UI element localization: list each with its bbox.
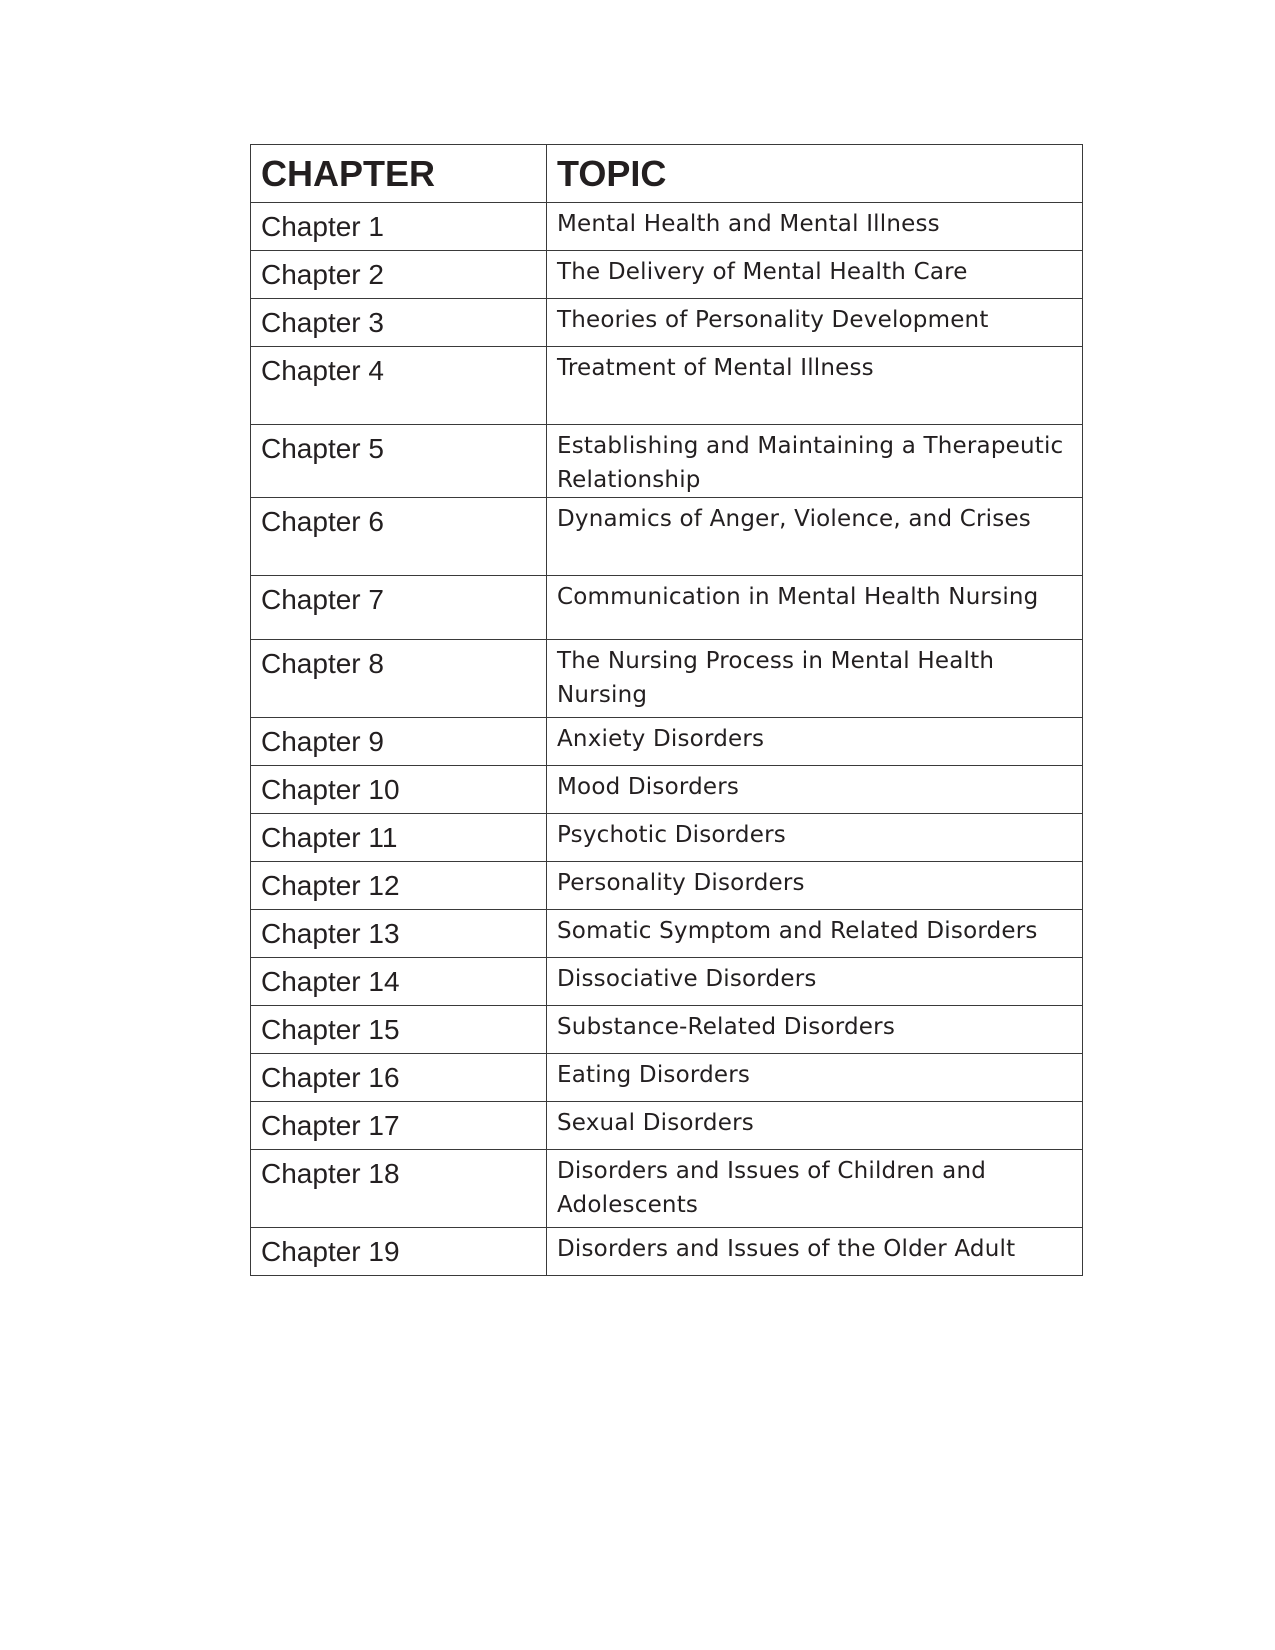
chapter-cell: Chapter 11	[251, 814, 547, 862]
table-row	[251, 1228, 1083, 1276]
chapter-cell: Chapter 7	[251, 576, 547, 640]
topic-cell: Dynamics of Anger, Violence, and Crises	[547, 498, 1083, 576]
topic-cell: Substance-Related Disorders	[547, 1006, 1083, 1054]
topic-cell: Communication in Mental Health Nursing	[547, 576, 1083, 640]
chapter-cell: Chapter 2	[251, 251, 547, 299]
chapter-cell: Chapter 12	[251, 862, 547, 910]
chapter-cell: Chapter 13	[251, 910, 547, 958]
chapter-column-header: CHAPTER	[251, 145, 547, 203]
chapter-cell: Chapter 8	[251, 640, 547, 718]
table-row	[251, 766, 1083, 814]
chapter-cell: Chapter 18	[251, 1150, 547, 1228]
topic-cell: Eating Disorders	[547, 1054, 1083, 1102]
chapter-cell: Chapter 15	[251, 1006, 547, 1054]
chapter-cell: Chapter 19	[251, 1228, 547, 1276]
table-row	[251, 958, 1083, 1006]
table-row	[251, 203, 1083, 251]
topic-cell: Dissociative Disorders	[547, 958, 1083, 1006]
topic-cell: Disorders and Issues of the Older Adult	[547, 1228, 1083, 1276]
table-row	[251, 910, 1083, 958]
topic-cell: Psychotic Disorders	[547, 814, 1083, 862]
chapter-cell: Chapter 14	[251, 958, 547, 1006]
table-row	[251, 862, 1083, 910]
topic-cell: Anxiety Disorders	[547, 718, 1083, 766]
chapter-cell: Chapter 1	[251, 203, 547, 251]
chapter-cell: Chapter 10	[251, 766, 547, 814]
topic-cell: Establishing and Maintaining a Therapeutic Relationship	[547, 425, 1083, 498]
chapter-cell: Chapter 9	[251, 718, 547, 766]
table-row	[251, 347, 1083, 425]
table-row	[251, 498, 1083, 576]
topic-column-header: TOPIC	[547, 145, 1083, 203]
table-row	[251, 1102, 1083, 1150]
table-row	[251, 640, 1083, 718]
chapter-cell: Chapter 16	[251, 1054, 547, 1102]
topic-cell: Somatic Symptom and Related Disorders	[547, 910, 1083, 958]
topic-cell: Theories of Personality Development	[547, 299, 1083, 347]
table-header-row	[251, 145, 1083, 203]
table-row	[251, 576, 1083, 640]
table-row	[251, 425, 1083, 498]
table-row	[251, 814, 1083, 862]
chapter-cell: Chapter 3	[251, 299, 547, 347]
table-row	[251, 1054, 1083, 1102]
chapter-cell: Chapter 6	[251, 498, 547, 576]
table-row	[251, 1150, 1083, 1228]
table-row	[251, 718, 1083, 766]
topic-cell: The Nursing Process in Mental Health Nursing	[547, 640, 1083, 718]
table-row	[251, 299, 1083, 347]
chapter-cell: Chapter 17	[251, 1102, 547, 1150]
table-row	[251, 251, 1083, 299]
topic-cell: Mood Disorders	[547, 766, 1083, 814]
topic-cell: Treatment of Mental Illness	[547, 347, 1083, 425]
chapter-cell: Chapter 5	[251, 425, 547, 498]
table-row	[251, 1006, 1083, 1054]
chapter-topic-table	[250, 144, 1083, 1276]
topic-cell: Disorders and Issues of Children and Adolescents	[547, 1150, 1083, 1228]
chapter-cell: Chapter 4	[251, 347, 547, 425]
topic-cell: Mental Health and Mental Illness	[547, 203, 1083, 251]
topic-cell: Sexual Disorders	[547, 1102, 1083, 1150]
topic-cell: The Delivery of Mental Health Care	[547, 251, 1083, 299]
topic-cell: Personality Disorders	[547, 862, 1083, 910]
